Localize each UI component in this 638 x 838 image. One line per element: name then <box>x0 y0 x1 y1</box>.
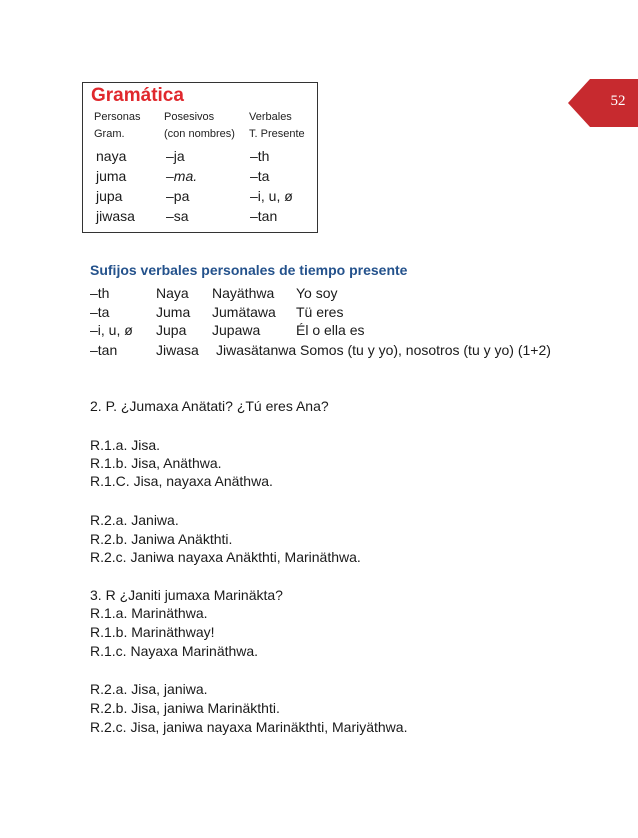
suffix-row-4-pronoun: Jiwasa <box>156 342 199 358</box>
grammar-row-1-possessive: –ja <box>166 148 185 164</box>
suffix-row-1-pronoun: Naya <box>156 285 189 301</box>
grammar-row-2-person: juma <box>96 168 127 184</box>
q2-answer-1b: R.1.b. Jisa, Anäthwa. <box>90 455 222 471</box>
header-gram: Gram. <box>94 128 125 140</box>
suffix-row-2-verb: Jumätawa <box>212 304 276 320</box>
question-2: 2. P. ¿Jumaxa Anätati? ¿Tú eres Ana? <box>90 398 329 414</box>
suffix-row-3-pronoun: Jupa <box>156 322 187 338</box>
suffix-row-1-suffix: –th <box>90 285 110 301</box>
suffix-row-1-verb: Nayäthwa <box>212 285 275 301</box>
grammar-row-3-person: jupa <box>96 188 123 204</box>
header-t-presente: T. Presente <box>249 128 305 140</box>
q2-answer-2b: R.2.b. Janiwa Anäkthti. <box>90 531 233 547</box>
suffix-row-1-translation: Yo soy <box>296 285 338 301</box>
q2-answer-2c: R.2.c. Janiwa nayaxa Anäkthti, Marinäthwa. <box>90 549 361 565</box>
suffix-heading: Sufijos verbales personales de tiempo presente <box>90 262 408 278</box>
question-3: 3. R ¿Janiti jumaxa Marinäkta? <box>90 587 283 603</box>
suffix-row-3-suffix: –i, u, ø <box>90 322 133 338</box>
page-number-tab <box>568 79 638 127</box>
grammar-row-1-verbal: –th <box>250 148 270 164</box>
q3-answer-2c: R.2.c. Jisa, janiwa nayaxa Marinäkthti, Mariyäthwa. <box>90 719 408 735</box>
page-number: 52 <box>610 93 626 109</box>
suffix-row-2-pronoun: Juma <box>156 304 191 320</box>
grammar-box <box>82 82 318 233</box>
grammar-row-4-person: jiwasa <box>96 208 135 224</box>
header-verbales: Verbales <box>249 111 292 123</box>
q3-answer-1b: R.1.b. Marinäthway! <box>90 624 215 640</box>
header-posesivos: Posesivos <box>164 111 215 123</box>
suffix-row-2-suffix: –ta <box>90 304 110 320</box>
q2-answer-1a: R.1.a. Jisa. <box>90 437 161 453</box>
suffix-row-4-suffix: –tan <box>90 342 118 358</box>
q2-answer-2a: R.2.a. Janiwa. <box>90 512 179 528</box>
grammar-row-3-possessive: –pa <box>166 188 190 204</box>
grammar-row-3-verbal: –i, u, ø <box>250 188 293 204</box>
grammar-row-2-verbal: –ta <box>250 168 270 184</box>
grammar-row-4-possessive: –sa <box>166 208 189 224</box>
suffix-row-2-translation: Tü eres <box>296 304 344 320</box>
grammar-row-2-possessive: –ma. <box>166 168 198 184</box>
suffix-row-4-translation: Somos (tu y yo), nosotros (tu y yo) (1+2) <box>300 342 551 358</box>
q3-answer-1c: R.1.c. Nayaxa Marinäthwa. <box>90 643 259 659</box>
q2-answer-1c: R.1.C. Jisa, nayaxa Anäthwa. <box>90 473 273 489</box>
grammar-title: Gramática <box>91 85 184 106</box>
suffix-row-4-verb: Jiwasätanwa <box>216 342 297 358</box>
grammar-row-1-person: naya <box>96 148 127 164</box>
grammar-row-4-verbal: –tan <box>250 208 278 224</box>
q3-answer-2b: R.2.b. Jisa, janiwa Marinäkthti. <box>90 700 280 716</box>
q3-answer-1a: R.1.a. Marinäthwa. <box>90 605 208 621</box>
header-personas: Personas <box>94 111 141 123</box>
suffix-row-3-translation: Él o ella es <box>296 322 365 338</box>
suffix-row-3-verb: Jupawa <box>212 322 261 338</box>
header-con-nombres: (con nombres) <box>164 128 235 140</box>
q3-answer-2a: R.2.a. Jisa, janiwa. <box>90 681 208 697</box>
